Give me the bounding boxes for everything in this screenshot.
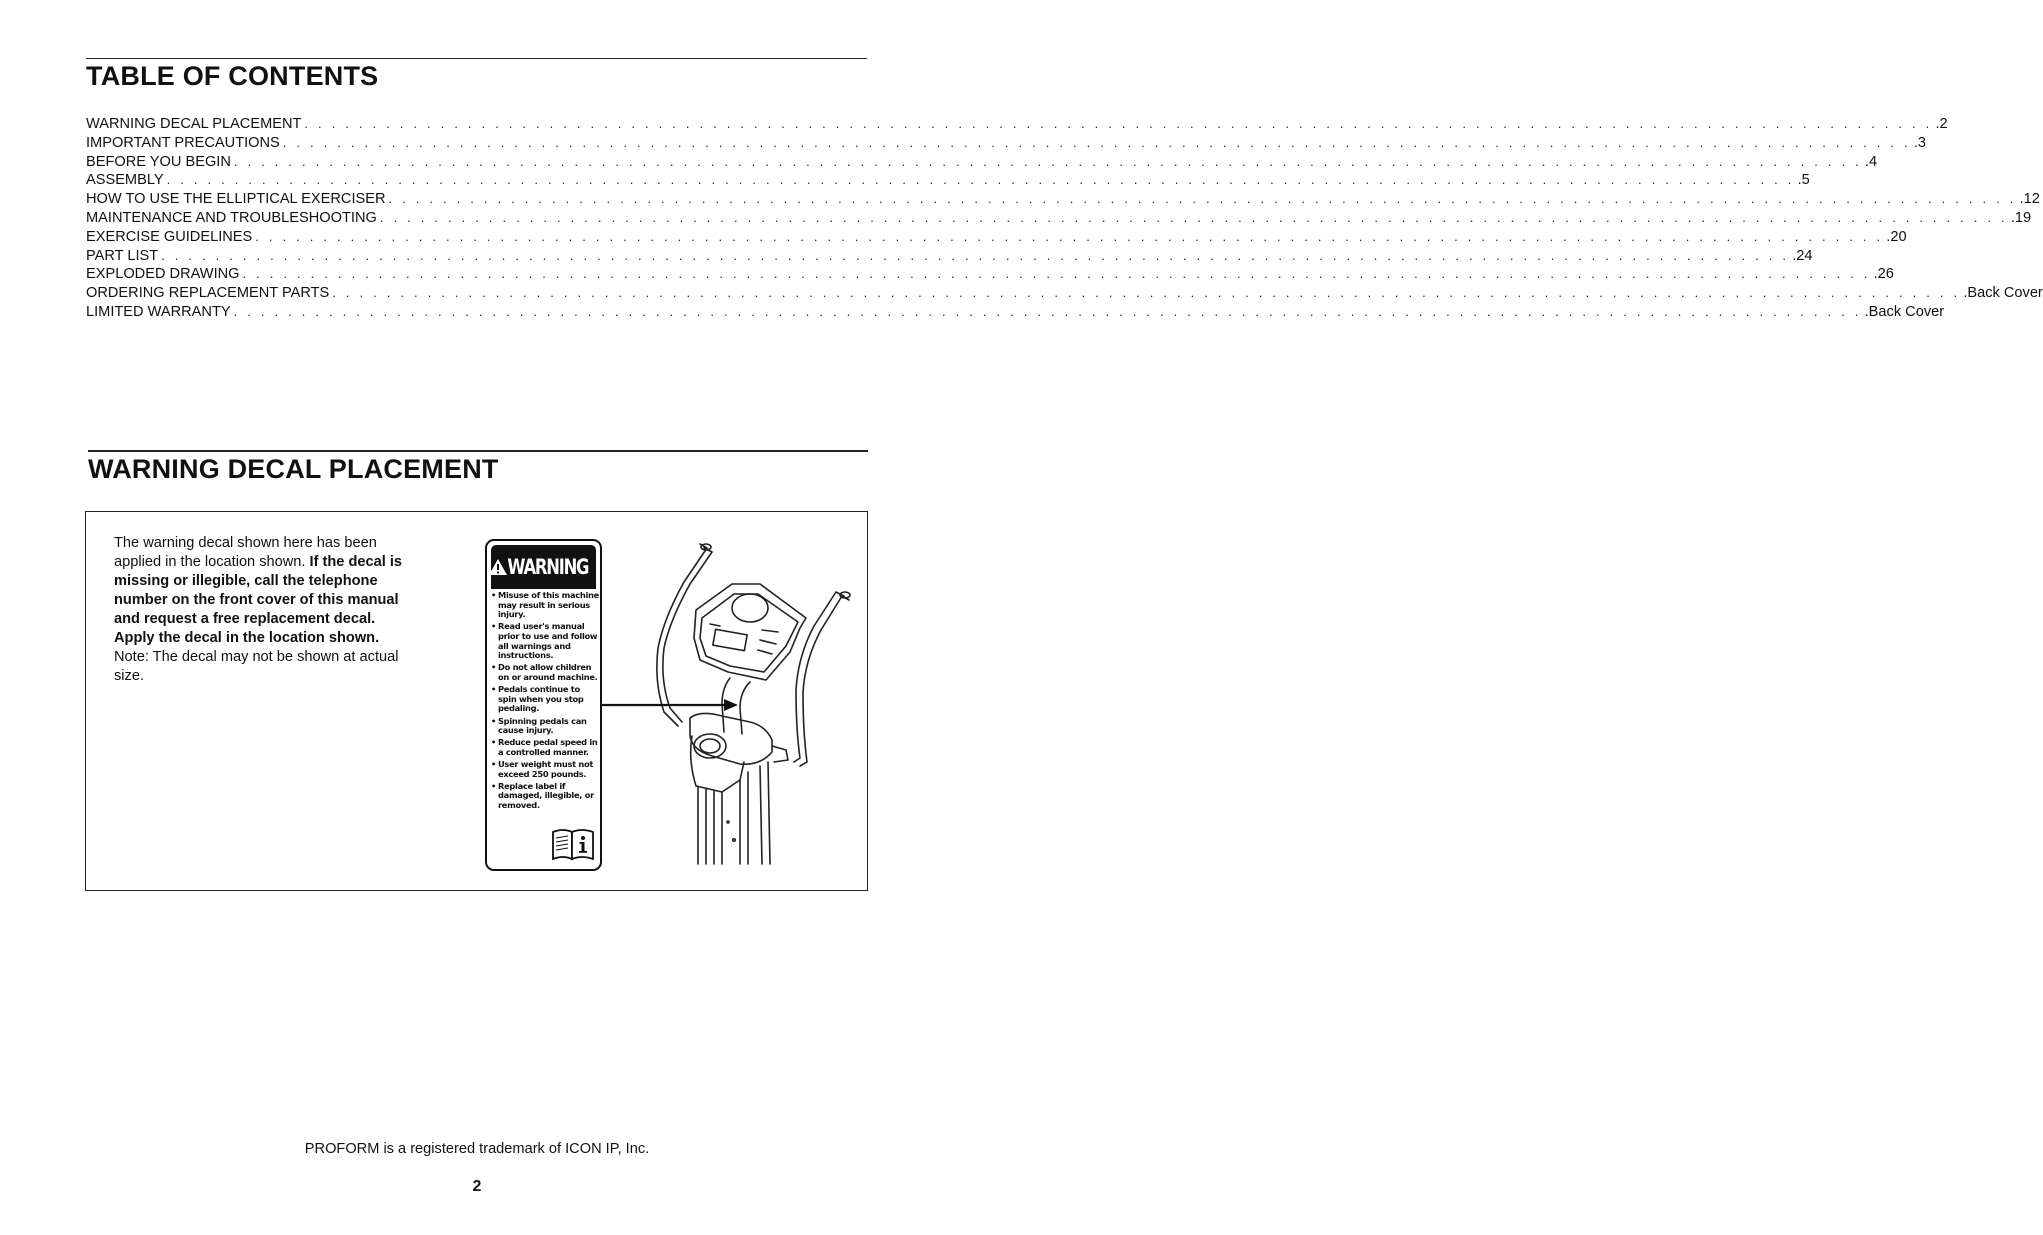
toc-leader-dots: . . . . . . . . . . . . . . . . . . . . . . . . . . . . . . . . . . . . . . . . . . . . . . . . . . . . . . . . . . . . . . . . . . . . . . . . . . . . . . . . . . . . . . . . . . . . . . . . . . . . . . . . . . . . . . . . . . . . . . . . — [161, 247, 1790, 263]
warning-decal-item — [491, 685, 599, 714]
warning-decal-list — [491, 591, 599, 813]
warning-decal-item-text: Misuse of this machine may result in serious injury. — [498, 590, 599, 620]
toc-entry-page: .20 — [1886, 228, 1907, 245]
page-number: 2 — [472, 1178, 482, 1195]
toc-entry — [86, 153, 1878, 172]
toc-entry-page: .Back Cover — [1864, 303, 1945, 320]
bullet-icon: • — [491, 590, 497, 600]
warning-decal-item — [491, 622, 599, 660]
toc-entry-title: MAINTENANCE AND TROUBLESHOOTING — [86, 209, 377, 226]
warning-decal-item — [491, 663, 599, 682]
warning-decal-header — [491, 545, 596, 589]
toc-entry-page: .24 — [1792, 247, 1813, 264]
warning-decal — [485, 539, 602, 871]
warning-triangle-icon — [488, 557, 508, 577]
toc-entry — [86, 303, 1945, 322]
warning-section-heading: WARNING DECAL PLACEMENT — [88, 454, 499, 484]
toc-entry-page: .12 — [2019, 191, 2040, 208]
warning-decal-item-text: Reduce pedal speed in a controlled manner. — [498, 737, 598, 757]
toc-leader-dots: . . . . . . . . . . . . . . . . . . . . . . . . . . . . . . . . . . . . . . . . . . . . . . . . . . . . . . . . . . . . . . . . . . . . . . . . . . . . . . . . . . . . . . . . . . . . . . . . . . . . . . . . . . . . . . . . . . . . . . . . — [388, 191, 2017, 207]
decal-location-arrow — [602, 696, 742, 716]
warning-decal-item-text: Pedals continue to spin when you stop pedaling. — [498, 684, 584, 714]
toc-entry — [86, 284, 2043, 303]
toc-entry-page: .3 — [1913, 134, 1926, 151]
top-rule — [86, 58, 867, 59]
toc-entry — [86, 171, 1810, 190]
toc-entry — [86, 265, 1894, 284]
toc-entry — [86, 134, 1926, 153]
toc-leader-dots: . . . . . . . . . . . . . . . . . . . . . . . . . . . . . . . . . . . . . . . . . . . . . . . . . . . . . . . . . . . . . . . . . . . . . . . . . . . . . . . . . . . . . . . . . . . . . . . . . . . . . . . . . . . . . . . . . . . . . . . . — [282, 134, 1911, 150]
decal-note-text: Note: The decal may not be shown at actual size. — [114, 649, 399, 684]
bullet-icon: • — [491, 737, 497, 748]
toc-leader-dots: . . . . . . . . . . . . . . . . . . . . . . . . . . . . . . . . . . . . . . . . . . . . . . . . . . . . . . . . . . . . . . . . . . . . . . . . . . . . . . . . . . . . . . . . . . . . . . . . . . . . . . . . . . . . . . . . . . . . . . . . — [255, 228, 1884, 244]
toc-leader-dots: . . . . . . . . . . . . . . . . . . . . . . . . . . . . . . . . . . . . . . . . . . . . . . . . . . . . . . . . . . . . . . . . . . . . . . . . . . . . . . . . . . . . . . . . . . . . . . . . . . . . . . . . . . . . . . . . . . . . . . . . — [379, 209, 2008, 225]
decal-intro-text: The warning decal shown here has been applied in the location shown. — [114, 535, 377, 570]
toc-entry-title: LIMITED WARRANTY — [86, 303, 231, 320]
toc-entry-page: .2 — [1935, 116, 1948, 132]
toc-leader-dots: . . . . . . . . . . . . . . . . . . . . . . . . . . . . . . . . . . . . . . . . . . . . . . . . . . . . . . . . . . . . . . . . . . . . . . . . . . . . . . . . . . . . . . . . . . . . . . . . . . . . . . . . . . . . . . . . . . . . . . . . — [332, 285, 1961, 301]
toc-heading: TABLE OF CONTENTS — [86, 61, 379, 91]
toc-leader-dots: . . . . . . . . . . . . . . . . . . . . . . . . . . . . . . . . . . . . . . . . . . . . . . . . . . . . . . . . . . . . . . . . . . . . . . . . . . . . . . . . . . . . . . . . . . . . . . . . . . . . . . . . . . . . . . . . . . . . . . . . — [242, 266, 1871, 282]
bullet-icon: • — [491, 684, 497, 695]
bullet-icon: • — [491, 759, 497, 770]
warning-decal-item — [491, 717, 599, 736]
toc-entry — [86, 209, 2032, 228]
toc-entry-title: BEFORE YOU BEGIN — [86, 153, 231, 170]
warning-decal-item-text: Read user's manual prior to use and follow all warnings and instructions. — [498, 621, 598, 661]
warning-decal-item — [491, 782, 599, 811]
bullet-icon: • — [491, 780, 497, 791]
toc-leader-dots: . . . . . . . . . . . . . . . . . . . . . . . . . . . . . . . . . . . . . . . . . . . . . . . . . . . . . . . . . . . . . . . . . . . . . . . . . . . . . . . . . . . . . . . . . . . . . . . . . . . . . . . . . . . . . . . . . . . . . . . . — [304, 116, 1933, 131]
toc-entry-title: EXERCISE GUIDELINES — [86, 228, 253, 245]
warning-decal-item-text: Do not allow children on or around machine. — [498, 662, 598, 682]
decal-instructions — [114, 534, 404, 686]
toc-leader-dots: . . . . . . . . . . . . . . . . . . . . . . . . . . . . . . . . . . . . . . . . . . . . . . . . . . . . . . . . . . . . . . . . . . . . . . . . . . . . . . . . . . . . . . . . . . . . . . . . . . . . . . . . . . . . . . . . . . . . . . . . — [233, 153, 1862, 169]
toc-entry-page: .26 — [1873, 266, 1894, 283]
warning-decal-item-text: User weight must not exceed 250 pounds. — [498, 759, 594, 779]
toc-entry-title: WARNING DECAL PLACEMENT — [86, 116, 302, 132]
toc-entry-title: IMPORTANT PRECAUTIONS — [86, 134, 280, 151]
bullet-icon: • — [491, 621, 497, 632]
toc-entry-page: .4 — [1864, 153, 1878, 170]
warning-decal-item-text: Spinning pedals can cause injury. — [498, 715, 587, 736]
toc-entry — [86, 115, 1948, 134]
toc-entry-page: .19 — [2010, 209, 2032, 226]
warning-decal-item — [491, 591, 599, 620]
warning-decal-item — [491, 760, 599, 779]
toc-entry-title: ORDERING REPLACEMENT PARTS — [86, 285, 330, 302]
table-of-contents — [86, 115, 2043, 322]
trademark-note: PROFORM is a registered trademark of ICON IP, Inc. — [304, 1141, 650, 1157]
warning-decal-item-text: Replace label if damaged, illegible, or removed. — [498, 780, 594, 811]
toc-leader-dots: . . . . . . . . . . . . . . . . . . . . . . . . . . . . . . . . . . . . . . . . . . . . . . . . . . . . . . . . . . . . . . . . . . . . . . . . . . . . . . . . . . . . . . . . . . . . . . . . . . . . . . . . . . . . . . . . . . . . . . . . — [233, 303, 1862, 319]
toc-entry-title: EXPLODED DRAWING — [86, 266, 240, 283]
toc-entry — [86, 228, 1907, 247]
warning-decal-title: WARNING — [507, 555, 588, 579]
toc-entry — [86, 190, 2040, 209]
manual-info-icon — [551, 827, 595, 861]
toc-leader-dots: . . . . . . . . . . . . . . . . . . . . . . . . . . . . . . . . . . . . . . . . . . . . . . . . . . . . . . . . . . . . . . . . . . . . . . . . . . . . . . . . . . . . . . . . . . . . . . . . . . . . . . . . . . . . . . . . . . . . . . . . — [166, 172, 1795, 188]
bullet-icon: • — [491, 662, 497, 673]
toc-entry — [86, 247, 1813, 266]
bullet-icon: • — [491, 715, 497, 726]
toc-entry-page: .Back Cover — [1963, 285, 2043, 302]
toc-entry-title: ASSEMBLY — [86, 172, 164, 189]
warning-section-rule — [88, 450, 868, 452]
decal-bold-text: If the decal is missing or illegible, call the telephone number on the front cover of this manual and request a free replacement decal. Apply the decal in the location shown. — [114, 554, 403, 646]
toc-entry-title: HOW TO USE THE ELLIPTICAL EXERCISER — [86, 191, 386, 208]
warning-decal-item — [491, 738, 599, 757]
toc-entry-title: PART LIST — [86, 247, 159, 264]
toc-entry-page: .5 — [1797, 172, 1810, 189]
